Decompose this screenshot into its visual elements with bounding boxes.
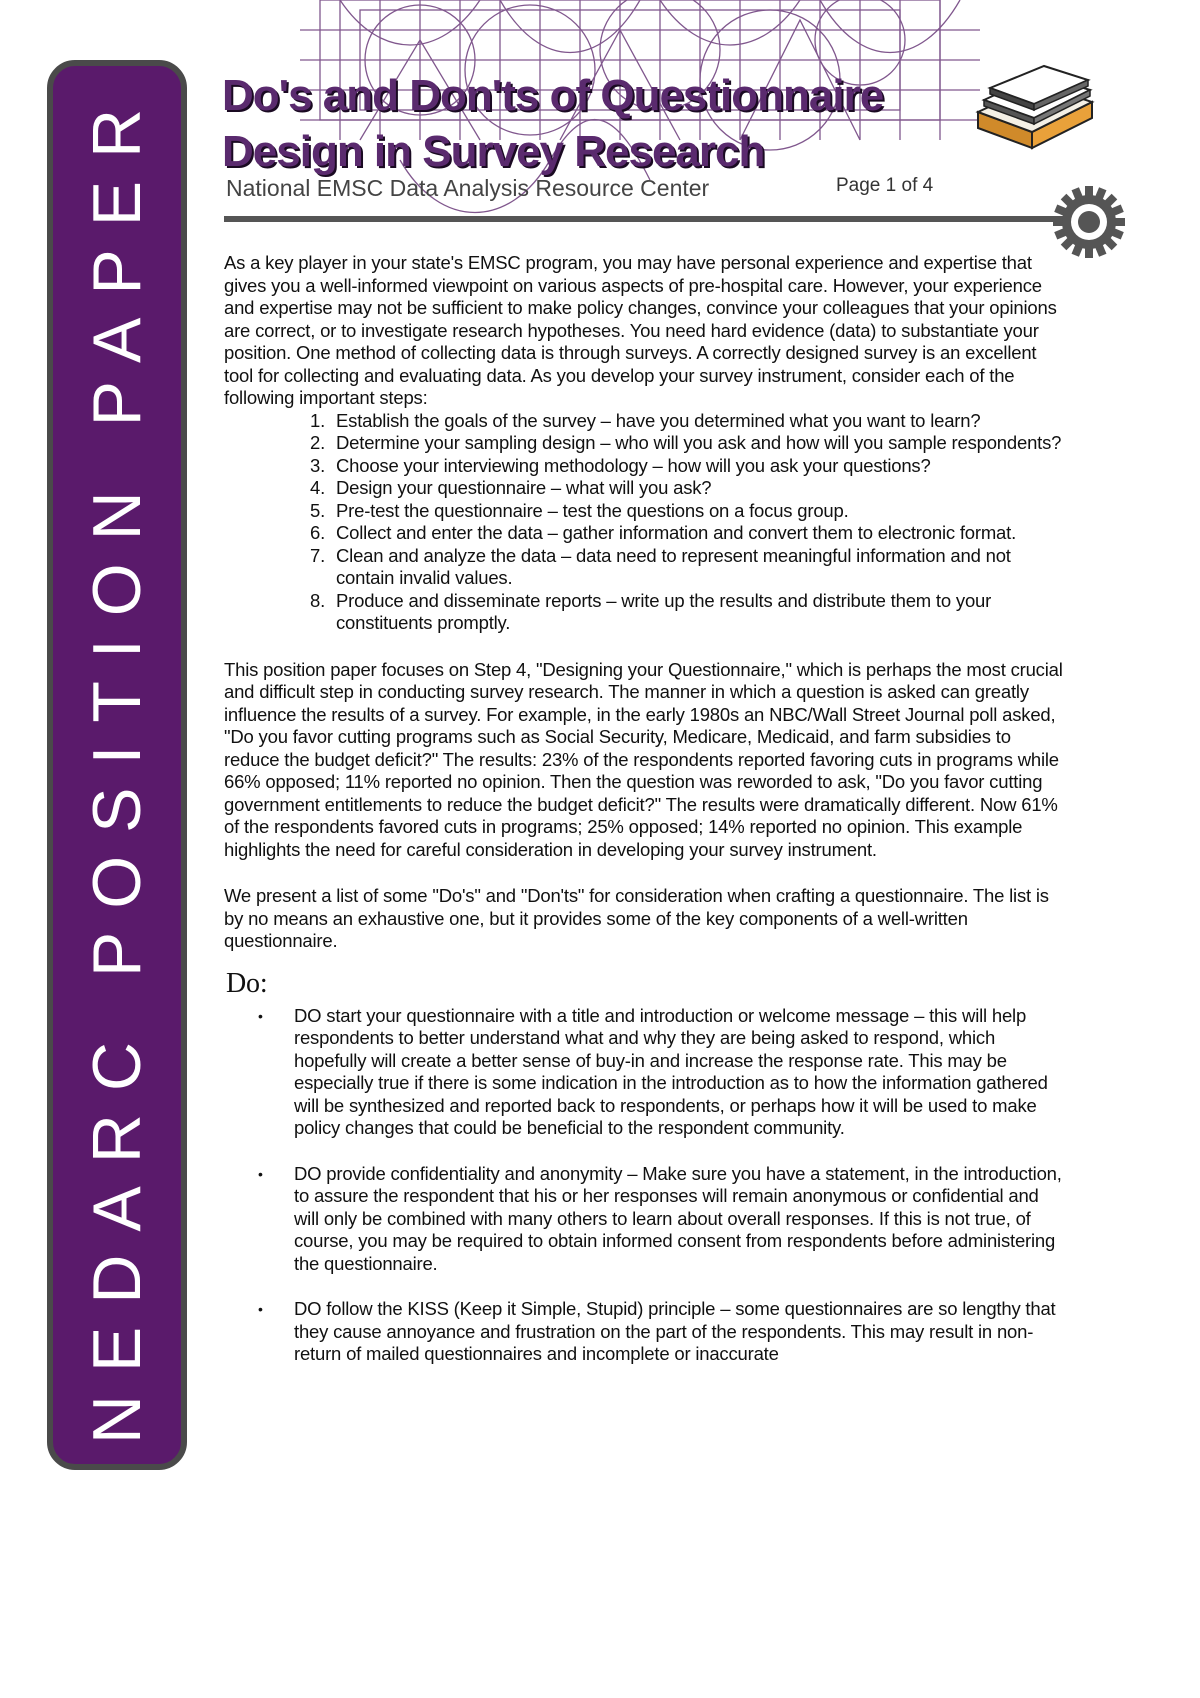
do-item: • DO start your questionnaire with a title and introduction or welcome message – this will help respondents to better understand what and why they are being asked to respond, which hopefully will create a better sense of buy-in and increase the response rate. This may be especially true if there is some indication in the introduction as to how the information gathered will be synthesized and reported back to respondents, or perhaps how it will be used to make policy changes that could be beneficial to the respondent community.	[294, 1005, 1064, 1140]
organization-subtitle: National EMSC Data Analysis Resource Center	[226, 175, 710, 201]
sidebar-label: NEDARC POSITION PAPER	[79, 85, 155, 1445]
dos-donts-paragraph: We present a list of some "Do's" and "Don'ts" for consideration when crafting a questionnaire. The list is by no means an exhaustive one, but it provides some of the key components of a well-written questionnaire.	[224, 885, 1049, 951]
header-rule	[224, 216, 1074, 222]
step-item: 1. Establish the goals of the survey – have you determined what you want to learn?	[330, 410, 1064, 433]
gear-icon	[1053, 186, 1125, 258]
title-line-1: Do's and Don'ts of Questionnaire	[222, 71, 884, 120]
page-number: Page 1 of 4	[836, 175, 934, 196]
do-list	[224, 1005, 1064, 1366]
do-heading: Do:	[226, 967, 268, 999]
intro-paragraph: As a key player in your state's EMSC program, you may have personal experience and expertise that gives you a well-informed viewpoint on various aspects of pre-hospital care. However, your experience and expertise may not be sufficient to make policy changes, convince your colleagues that your opinions are correct, or to investigate research hypotheses. You need hard evidence (data) to substantiate your position. One method of collecting data is through surveys. A correctly designed survey is an excellent tool for collecting and evaluating data. As you develop your survey instrument, consider each of the following important steps:	[224, 252, 1057, 408]
title-line-2: Design in Survey Research	[222, 127, 765, 176]
step-item: 6. Collect and enter the data – gather information and convert them to electronic format.	[330, 522, 1064, 545]
step-item: 3. Choose your interviewing methodology – how will you ask your questions?	[330, 455, 1064, 478]
page-title	[222, 68, 982, 180]
step-item: 7. Clean and analyze the data – data need to represent meaningful information and not contain invalid values.	[330, 545, 1064, 590]
step-item: 2. Determine your sampling design – who will you ask and how will you sample respondents?	[330, 432, 1064, 455]
document-body	[224, 252, 1064, 1389]
do-item: • DO provide confidentiality and anonymity – Make sure you have a statement, in the introduction, to assure the respondent that his or her responses will remain anonymous or confidential and will only be combined with many others to learn about overall responses. If this is not true, of course, you may be required to obtain informed consent from respondents before administering the questionnaire.	[294, 1163, 1064, 1276]
steps-list	[224, 410, 1064, 635]
step-item: 8. Produce and disseminate reports – write up the results and distribute them to your constituents promptly.	[330, 590, 1064, 635]
book-stack-icon	[970, 60, 1100, 150]
sidebar-banner	[47, 60, 187, 1470]
step4-paragraph: This position paper focuses on Step 4, "Designing your Questionnaire," which is perhaps the most crucial and difficult step in conducting survey research. The manner in which a question is asked can greatly influence the results of a survey. For example, in the early 1980s an NBC/Wall Street Journal poll asked, "Do you favor cutting programs such as Social Security, Medicare, Medicaid, and farm subsidies to reduce the budget deficit?" The results: 23% of the respondents reported favoring cuts in programs while 66% opposed; 11% reported no opinion. Then the question was reworded to ask, "Do you favor cutting government entitlements to reduce the budget deficit?" The results were dramatically different. Now 61% of the respondents favored cuts in programs; 25% opposed; 14% reported no opinion. This example highlights the need for careful consideration in developing your survey instrument.	[224, 658, 1063, 860]
do-item: • DO follow the KISS (Keep it Simple, Stupid) principle – some questionnaires are so lengthy that they cause annoyance and frustration on the part of the respondents. This may result in non-return of mailed questionnaires and incomplete or inaccurate	[294, 1298, 1064, 1366]
step-item: 4. Design your questionnaire – what will you ask?	[330, 477, 1064, 500]
step-item: 5. Pre-test the questionnaire – test the questions on a focus group.	[330, 500, 1064, 523]
